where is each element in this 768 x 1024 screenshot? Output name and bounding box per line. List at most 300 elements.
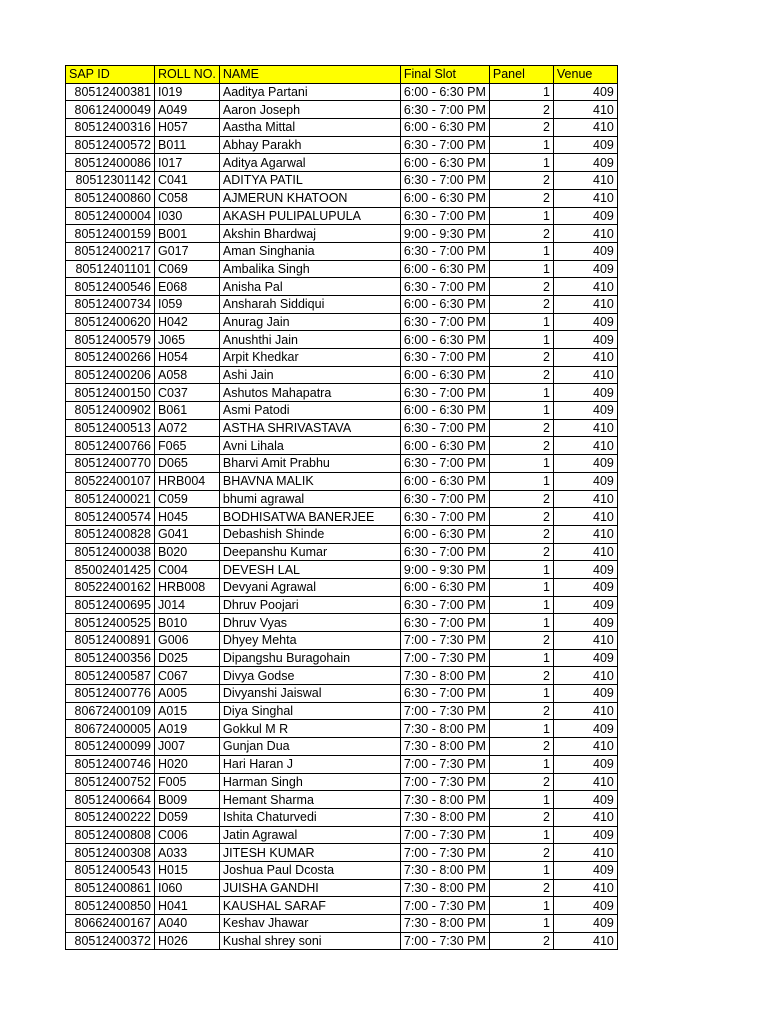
venue-cell[interactable]: 409: [553, 685, 617, 703]
venue-cell[interactable]: 410: [553, 525, 617, 543]
final-slot-cell[interactable]: 6:30 - 7:00 PM: [400, 101, 489, 119]
panel-cell[interactable]: 2: [489, 773, 553, 791]
panel-cell[interactable]: 2: [489, 932, 553, 950]
venue-cell[interactable]: 410: [553, 189, 617, 207]
final-slot-cell[interactable]: 7:30 - 8:00 PM: [400, 915, 489, 933]
panel-cell[interactable]: 1: [489, 207, 553, 225]
panel-cell[interactable]: 2: [489, 189, 553, 207]
name-cell[interactable]: Anushthi Jain: [219, 331, 400, 349]
panel-cell[interactable]: 1: [489, 791, 553, 809]
name-cell[interactable]: Aditya Agarwal: [219, 154, 400, 172]
venue-cell[interactable]: 409: [553, 83, 617, 101]
name-cell[interactable]: Hemant Sharma: [219, 791, 400, 809]
header-venue[interactable]: Venue: [553, 66, 617, 84]
name-cell[interactable]: bhumi agrawal: [219, 490, 400, 508]
final-slot-cell[interactable]: 6:00 - 6:30 PM: [400, 83, 489, 101]
roll-no-cell[interactable]: A015: [155, 702, 220, 720]
venue-cell[interactable]: 410: [553, 366, 617, 384]
venue-cell[interactable]: 409: [553, 861, 617, 879]
roll-no-cell[interactable]: A040: [155, 915, 220, 933]
roll-no-cell[interactable]: A019: [155, 720, 220, 738]
roll-no-cell[interactable]: H020: [155, 755, 220, 773]
final-slot-cell[interactable]: 6:30 - 7:00 PM: [400, 242, 489, 260]
final-slot-cell[interactable]: 7:30 - 8:00 PM: [400, 879, 489, 897]
roll-no-cell[interactable]: J014: [155, 596, 220, 614]
name-cell[interactable]: Gokkul M R: [219, 720, 400, 738]
venue-cell[interactable]: 409: [553, 260, 617, 278]
roll-no-cell[interactable]: B001: [155, 225, 220, 243]
name-cell[interactable]: Gunjan Dua: [219, 738, 400, 756]
venue-cell[interactable]: 410: [553, 702, 617, 720]
venue-cell[interactable]: 410: [553, 172, 617, 190]
venue-cell[interactable]: 409: [553, 242, 617, 260]
name-cell[interactable]: Debashish Shinde: [219, 525, 400, 543]
header-roll-no[interactable]: ROLL NO.: [155, 66, 220, 84]
sap-id-cell[interactable]: 80512400664: [66, 791, 155, 809]
sap-id-cell[interactable]: 80512400159: [66, 225, 155, 243]
sap-id-cell[interactable]: 80512400206: [66, 366, 155, 384]
final-slot-cell[interactable]: 6:30 - 7:00 PM: [400, 384, 489, 402]
panel-cell[interactable]: 2: [489, 172, 553, 190]
panel-cell[interactable]: 2: [489, 525, 553, 543]
name-cell[interactable]: ADITYA PATIL: [219, 172, 400, 190]
roll-no-cell[interactable]: A033: [155, 844, 220, 862]
venue-cell[interactable]: 410: [553, 508, 617, 526]
final-slot-cell[interactable]: 6:00 - 6:30 PM: [400, 402, 489, 420]
venue-cell[interactable]: 410: [553, 119, 617, 137]
final-slot-cell[interactable]: 6:00 - 6:30 PM: [400, 189, 489, 207]
final-slot-cell[interactable]: 6:30 - 7:00 PM: [400, 207, 489, 225]
venue-cell[interactable]: 409: [553, 313, 617, 331]
roll-no-cell[interactable]: A005: [155, 685, 220, 703]
panel-cell[interactable]: 2: [489, 879, 553, 897]
roll-no-cell[interactable]: J007: [155, 738, 220, 756]
venue-cell[interactable]: 409: [553, 826, 617, 844]
venue-cell[interactable]: 410: [553, 101, 617, 119]
sap-id-cell[interactable]: 80612400049: [66, 101, 155, 119]
name-cell[interactable]: Divya Godse: [219, 667, 400, 685]
venue-cell[interactable]: 409: [553, 720, 617, 738]
roll-no-cell[interactable]: F065: [155, 437, 220, 455]
roll-no-cell[interactable]: H054: [155, 349, 220, 367]
roll-no-cell[interactable]: D065: [155, 455, 220, 473]
roll-no-cell[interactable]: D059: [155, 808, 220, 826]
name-cell[interactable]: Asmi Patodi: [219, 402, 400, 420]
final-slot-cell[interactable]: 7:30 - 8:00 PM: [400, 861, 489, 879]
final-slot-cell[interactable]: 6:00 - 6:30 PM: [400, 331, 489, 349]
roll-no-cell[interactable]: H041: [155, 897, 220, 915]
panel-cell[interactable]: 2: [489, 490, 553, 508]
sap-id-cell[interactable]: 80512400828: [66, 525, 155, 543]
final-slot-cell[interactable]: 6:30 - 7:00 PM: [400, 278, 489, 296]
final-slot-cell[interactable]: 9:00 - 9:30 PM: [400, 561, 489, 579]
roll-no-cell[interactable]: C004: [155, 561, 220, 579]
name-cell[interactable]: KAUSHAL SARAF: [219, 897, 400, 915]
roll-no-cell[interactable]: A058: [155, 366, 220, 384]
final-slot-cell[interactable]: 7:30 - 8:00 PM: [400, 808, 489, 826]
final-slot-cell[interactable]: 6:00 - 6:30 PM: [400, 119, 489, 137]
final-slot-cell[interactable]: 7:00 - 7:30 PM: [400, 649, 489, 667]
sap-id-cell[interactable]: 80512400734: [66, 295, 155, 313]
name-cell[interactable]: Aman Singhania: [219, 242, 400, 260]
venue-cell[interactable]: 410: [553, 667, 617, 685]
roll-no-cell[interactable]: C006: [155, 826, 220, 844]
venue-cell[interactable]: 409: [553, 578, 617, 596]
venue-cell[interactable]: 410: [553, 808, 617, 826]
roll-no-cell[interactable]: I060: [155, 879, 220, 897]
final-slot-cell[interactable]: 6:00 - 6:30 PM: [400, 437, 489, 455]
sap-id-cell[interactable]: 85002401425: [66, 561, 155, 579]
sap-id-cell[interactable]: 80512400222: [66, 808, 155, 826]
final-slot-cell[interactable]: 6:30 - 7:00 PM: [400, 419, 489, 437]
panel-cell[interactable]: 2: [489, 702, 553, 720]
venue-cell[interactable]: 410: [553, 349, 617, 367]
sap-id-cell[interactable]: 80512400150: [66, 384, 155, 402]
panel-cell[interactable]: 2: [489, 437, 553, 455]
sap-id-cell[interactable]: 80522400107: [66, 472, 155, 490]
sap-id-cell[interactable]: 80512400356: [66, 649, 155, 667]
name-cell[interactable]: Ashi Jain: [219, 366, 400, 384]
final-slot-cell[interactable]: 7:30 - 8:00 PM: [400, 667, 489, 685]
roll-no-cell[interactable]: C041: [155, 172, 220, 190]
sap-id-cell[interactable]: 80512400381: [66, 83, 155, 101]
roll-no-cell[interactable]: C069: [155, 260, 220, 278]
sap-id-cell[interactable]: 80512400308: [66, 844, 155, 862]
panel-cell[interactable]: 1: [489, 242, 553, 260]
panel-cell[interactable]: 2: [489, 738, 553, 756]
sap-id-cell[interactable]: 80512400587: [66, 667, 155, 685]
header-final-slot[interactable]: Final Slot: [400, 66, 489, 84]
name-cell[interactable]: Abhay Parakh: [219, 136, 400, 154]
roll-no-cell[interactable]: B020: [155, 543, 220, 561]
panel-cell[interactable]: 1: [489, 578, 553, 596]
venue-cell[interactable]: 410: [553, 419, 617, 437]
sap-id-cell[interactable]: 80512400808: [66, 826, 155, 844]
name-cell[interactable]: Anurag Jain: [219, 313, 400, 331]
final-slot-cell[interactable]: 7:30 - 8:00 PM: [400, 720, 489, 738]
sap-id-cell[interactable]: 80512400372: [66, 932, 155, 950]
name-cell[interactable]: Kushal shrey soni: [219, 932, 400, 950]
name-cell[interactable]: Ansharah Siddiqui: [219, 295, 400, 313]
name-cell[interactable]: ASTHA SHRIVASTAVA: [219, 419, 400, 437]
name-cell[interactable]: Ishita Chaturvedi: [219, 808, 400, 826]
final-slot-cell[interactable]: 6:30 - 7:00 PM: [400, 543, 489, 561]
venue-cell[interactable]: 409: [553, 915, 617, 933]
venue-cell[interactable]: 409: [553, 154, 617, 172]
sap-id-cell[interactable]: 80512400902: [66, 402, 155, 420]
final-slot-cell[interactable]: 6:30 - 7:00 PM: [400, 490, 489, 508]
sap-id-cell[interactable]: 80512400620: [66, 313, 155, 331]
venue-cell[interactable]: 410: [553, 278, 617, 296]
roll-no-cell[interactable]: G041: [155, 525, 220, 543]
name-cell[interactable]: Dhyey Mehta: [219, 632, 400, 650]
sap-id-cell[interactable]: 80512400860: [66, 189, 155, 207]
final-slot-cell[interactable]: 7:00 - 7:30 PM: [400, 932, 489, 950]
panel-cell[interactable]: 1: [489, 260, 553, 278]
roll-no-cell[interactable]: H042: [155, 313, 220, 331]
panel-cell[interactable]: 2: [489, 295, 553, 313]
name-cell[interactable]: Aaditya Partani: [219, 83, 400, 101]
roll-no-cell[interactable]: C067: [155, 667, 220, 685]
name-cell[interactable]: Hari Haran J: [219, 755, 400, 773]
roll-no-cell[interactable]: I059: [155, 295, 220, 313]
venue-cell[interactable]: 409: [553, 596, 617, 614]
panel-cell[interactable]: 2: [489, 632, 553, 650]
venue-cell[interactable]: 410: [553, 490, 617, 508]
name-cell[interactable]: Avni Lihala: [219, 437, 400, 455]
panel-cell[interactable]: 2: [489, 667, 553, 685]
panel-cell[interactable]: 1: [489, 915, 553, 933]
name-cell[interactable]: JUISHA GANDHI: [219, 879, 400, 897]
name-cell[interactable]: AJMERUN KHATOON: [219, 189, 400, 207]
sap-id-cell[interactable]: 80512400546: [66, 278, 155, 296]
sap-id-cell[interactable]: 80512400004: [66, 207, 155, 225]
name-cell[interactable]: Harman Singh: [219, 773, 400, 791]
sap-id-cell[interactable]: 80512400776: [66, 685, 155, 703]
name-cell[interactable]: Dipangshu Buragohain: [219, 649, 400, 667]
roll-no-cell[interactable]: HRB008: [155, 578, 220, 596]
panel-cell[interactable]: 2: [489, 225, 553, 243]
sap-id-cell[interactable]: 80512400861: [66, 879, 155, 897]
final-slot-cell[interactable]: 7:30 - 8:00 PM: [400, 791, 489, 809]
venue-cell[interactable]: 410: [553, 773, 617, 791]
venue-cell[interactable]: 409: [553, 331, 617, 349]
panel-cell[interactable]: 2: [489, 349, 553, 367]
panel-cell[interactable]: 1: [489, 154, 553, 172]
roll-no-cell[interactable]: H057: [155, 119, 220, 137]
panel-cell[interactable]: 1: [489, 384, 553, 402]
venue-cell[interactable]: 409: [553, 755, 617, 773]
panel-cell[interactable]: 1: [489, 685, 553, 703]
roll-no-cell[interactable]: G017: [155, 242, 220, 260]
venue-cell[interactable]: 410: [553, 225, 617, 243]
roll-no-cell[interactable]: I030: [155, 207, 220, 225]
final-slot-cell[interactable]: 7:00 - 7:30 PM: [400, 826, 489, 844]
venue-cell[interactable]: 409: [553, 472, 617, 490]
panel-cell[interactable]: 1: [489, 331, 553, 349]
final-slot-cell[interactable]: 6:00 - 6:30 PM: [400, 260, 489, 278]
venue-cell[interactable]: 410: [553, 632, 617, 650]
venue-cell[interactable]: 409: [553, 791, 617, 809]
panel-cell[interactable]: 1: [489, 472, 553, 490]
name-cell[interactable]: Dhruv Poojari: [219, 596, 400, 614]
name-cell[interactable]: Diya Singhal: [219, 702, 400, 720]
sap-id-cell[interactable]: 80512301142: [66, 172, 155, 190]
venue-cell[interactable]: 409: [553, 897, 617, 915]
name-cell[interactable]: Ashutos Mahapatra: [219, 384, 400, 402]
roll-no-cell[interactable]: HRB004: [155, 472, 220, 490]
sap-id-cell[interactable]: 80522400162: [66, 578, 155, 596]
panel-cell[interactable]: 1: [489, 720, 553, 738]
name-cell[interactable]: Keshav Jhawar: [219, 915, 400, 933]
sap-id-cell[interactable]: 80512400525: [66, 614, 155, 632]
final-slot-cell[interactable]: 6:30 - 7:00 PM: [400, 313, 489, 331]
header-sap-id[interactable]: SAP ID: [66, 66, 155, 84]
name-cell[interactable]: Joshua Paul Dcosta: [219, 861, 400, 879]
final-slot-cell[interactable]: 7:00 - 7:30 PM: [400, 844, 489, 862]
name-cell[interactable]: Ambalika Singh: [219, 260, 400, 278]
name-cell[interactable]: AKASH PULIPALUPULA: [219, 207, 400, 225]
header-panel[interactable]: Panel: [489, 66, 553, 84]
panel-cell[interactable]: 2: [489, 844, 553, 862]
venue-cell[interactable]: 409: [553, 207, 617, 225]
name-cell[interactable]: BODHISATWA BANERJEE: [219, 508, 400, 526]
panel-cell[interactable]: 1: [489, 897, 553, 915]
panel-cell[interactable]: 1: [489, 826, 553, 844]
final-slot-cell[interactable]: 7:00 - 7:30 PM: [400, 897, 489, 915]
roll-no-cell[interactable]: J065: [155, 331, 220, 349]
venue-cell[interactable]: 410: [553, 543, 617, 561]
venue-cell[interactable]: 409: [553, 561, 617, 579]
sap-id-cell[interactable]: 80512400038: [66, 543, 155, 561]
sap-id-cell[interactable]: 80512400572: [66, 136, 155, 154]
roll-no-cell[interactable]: D025: [155, 649, 220, 667]
roll-no-cell[interactable]: A049: [155, 101, 220, 119]
panel-cell[interactable]: 2: [489, 119, 553, 137]
final-slot-cell[interactable]: 6:00 - 6:30 PM: [400, 472, 489, 490]
name-cell[interactable]: Aastha Mittal: [219, 119, 400, 137]
sap-id-cell[interactable]: 80672400005: [66, 720, 155, 738]
final-slot-cell[interactable]: 6:30 - 7:00 PM: [400, 614, 489, 632]
final-slot-cell[interactable]: 7:00 - 7:30 PM: [400, 702, 489, 720]
final-slot-cell[interactable]: 7:30 - 8:00 PM: [400, 738, 489, 756]
panel-cell[interactable]: 2: [489, 508, 553, 526]
sap-id-cell[interactable]: 80512400850: [66, 897, 155, 915]
panel-cell[interactable]: 2: [489, 543, 553, 561]
panel-cell[interactable]: 1: [489, 313, 553, 331]
final-slot-cell[interactable]: 6:30 - 7:00 PM: [400, 172, 489, 190]
final-slot-cell[interactable]: 6:00 - 6:30 PM: [400, 154, 489, 172]
name-cell[interactable]: JITESH KUMAR: [219, 844, 400, 862]
final-slot-cell[interactable]: 6:00 - 6:30 PM: [400, 295, 489, 313]
panel-cell[interactable]: 1: [489, 83, 553, 101]
sap-id-cell[interactable]: 80512400217: [66, 242, 155, 260]
sap-id-cell[interactable]: 80672400109: [66, 702, 155, 720]
panel-cell[interactable]: 1: [489, 402, 553, 420]
panel-cell[interactable]: 1: [489, 755, 553, 773]
sap-id-cell[interactable]: 80512400513: [66, 419, 155, 437]
name-cell[interactable]: BHAVNA MALIK: [219, 472, 400, 490]
venue-cell[interactable]: 409: [553, 614, 617, 632]
roll-no-cell[interactable]: H045: [155, 508, 220, 526]
final-slot-cell[interactable]: 9:00 - 9:30 PM: [400, 225, 489, 243]
sap-id-cell[interactable]: 80512400543: [66, 861, 155, 879]
name-cell[interactable]: Arpit Khedkar: [219, 349, 400, 367]
panel-cell[interactable]: 2: [489, 808, 553, 826]
sap-id-cell[interactable]: 80512400266: [66, 349, 155, 367]
roll-no-cell[interactable]: A072: [155, 419, 220, 437]
sap-id-cell[interactable]: 80512400021: [66, 490, 155, 508]
venue-cell[interactable]: 409: [553, 649, 617, 667]
roll-no-cell[interactable]: H026: [155, 932, 220, 950]
name-cell[interactable]: Devyani Agrawal: [219, 578, 400, 596]
roll-no-cell[interactable]: B009: [155, 791, 220, 809]
name-cell[interactable]: Anisha Pal: [219, 278, 400, 296]
panel-cell[interactable]: 2: [489, 278, 553, 296]
venue-cell[interactable]: 410: [553, 879, 617, 897]
roll-no-cell[interactable]: B061: [155, 402, 220, 420]
name-cell[interactable]: Bharvi Amit Prabhu: [219, 455, 400, 473]
name-cell[interactable]: Deepanshu Kumar: [219, 543, 400, 561]
final-slot-cell[interactable]: 6:00 - 6:30 PM: [400, 525, 489, 543]
venue-cell[interactable]: 409: [553, 136, 617, 154]
name-cell[interactable]: DEVESH LAL: [219, 561, 400, 579]
sap-id-cell[interactable]: 80512400099: [66, 738, 155, 756]
sap-id-cell[interactable]: 80512400086: [66, 154, 155, 172]
panel-cell[interactable]: 1: [489, 561, 553, 579]
panel-cell[interactable]: 1: [489, 614, 553, 632]
venue-cell[interactable]: 410: [553, 932, 617, 950]
final-slot-cell[interactable]: 6:30 - 7:00 PM: [400, 455, 489, 473]
panel-cell[interactable]: 2: [489, 419, 553, 437]
roll-no-cell[interactable]: I019: [155, 83, 220, 101]
panel-cell[interactable]: 1: [489, 596, 553, 614]
final-slot-cell[interactable]: 7:00 - 7:30 PM: [400, 632, 489, 650]
panel-cell[interactable]: 1: [489, 649, 553, 667]
venue-cell[interactable]: 410: [553, 844, 617, 862]
roll-no-cell[interactable]: C059: [155, 490, 220, 508]
venue-cell[interactable]: 409: [553, 455, 617, 473]
roll-no-cell[interactable]: G006: [155, 632, 220, 650]
final-slot-cell[interactable]: 7:00 - 7:30 PM: [400, 773, 489, 791]
final-slot-cell[interactable]: 6:00 - 6:30 PM: [400, 366, 489, 384]
name-cell[interactable]: Divyanshi Jaiswal: [219, 685, 400, 703]
sap-id-cell[interactable]: 80512400574: [66, 508, 155, 526]
final-slot-cell[interactable]: 7:00 - 7:30 PM: [400, 755, 489, 773]
roll-no-cell[interactable]: I017: [155, 154, 220, 172]
sap-id-cell[interactable]: 80512400766: [66, 437, 155, 455]
venue-cell[interactable]: 409: [553, 402, 617, 420]
header-name[interactable]: NAME: [219, 66, 400, 84]
roll-no-cell[interactable]: C037: [155, 384, 220, 402]
final-slot-cell[interactable]: 6:30 - 7:00 PM: [400, 508, 489, 526]
sap-id-cell[interactable]: 80512400746: [66, 755, 155, 773]
roll-no-cell[interactable]: B011: [155, 136, 220, 154]
name-cell[interactable]: Dhruv Vyas: [219, 614, 400, 632]
panel-cell[interactable]: 2: [489, 101, 553, 119]
sap-id-cell[interactable]: 80512400316: [66, 119, 155, 137]
name-cell[interactable]: Jatin Agrawal: [219, 826, 400, 844]
venue-cell[interactable]: 410: [553, 738, 617, 756]
name-cell[interactable]: Aaron Joseph: [219, 101, 400, 119]
sap-id-cell[interactable]: 80512400752: [66, 773, 155, 791]
venue-cell[interactable]: 410: [553, 295, 617, 313]
final-slot-cell[interactable]: 6:30 - 7:00 PM: [400, 349, 489, 367]
venue-cell[interactable]: 410: [553, 437, 617, 455]
panel-cell[interactable]: 2: [489, 366, 553, 384]
roll-no-cell[interactable]: H015: [155, 861, 220, 879]
final-slot-cell[interactable]: 6:30 - 7:00 PM: [400, 685, 489, 703]
panel-cell[interactable]: 1: [489, 455, 553, 473]
sap-id-cell[interactable]: 80512401101: [66, 260, 155, 278]
roll-no-cell[interactable]: C058: [155, 189, 220, 207]
panel-cell[interactable]: 1: [489, 136, 553, 154]
name-cell[interactable]: Akshin Bhardwaj: [219, 225, 400, 243]
roll-no-cell[interactable]: B010: [155, 614, 220, 632]
sap-id-cell[interactable]: 80512400770: [66, 455, 155, 473]
sap-id-cell[interactable]: 80512400891: [66, 632, 155, 650]
panel-cell[interactable]: 1: [489, 861, 553, 879]
sap-id-cell[interactable]: 80512400579: [66, 331, 155, 349]
roll-no-cell[interactable]: E068: [155, 278, 220, 296]
final-slot-cell[interactable]: 6:00 - 6:30 PM: [400, 578, 489, 596]
sap-id-cell[interactable]: 80512400695: [66, 596, 155, 614]
final-slot-cell[interactable]: 6:30 - 7:00 PM: [400, 136, 489, 154]
venue-cell[interactable]: 409: [553, 384, 617, 402]
final-slot-cell[interactable]: 6:30 - 7:00 PM: [400, 596, 489, 614]
roll-no-cell[interactable]: F005: [155, 773, 220, 791]
sap-id-cell[interactable]: 80662400167: [66, 915, 155, 933]
